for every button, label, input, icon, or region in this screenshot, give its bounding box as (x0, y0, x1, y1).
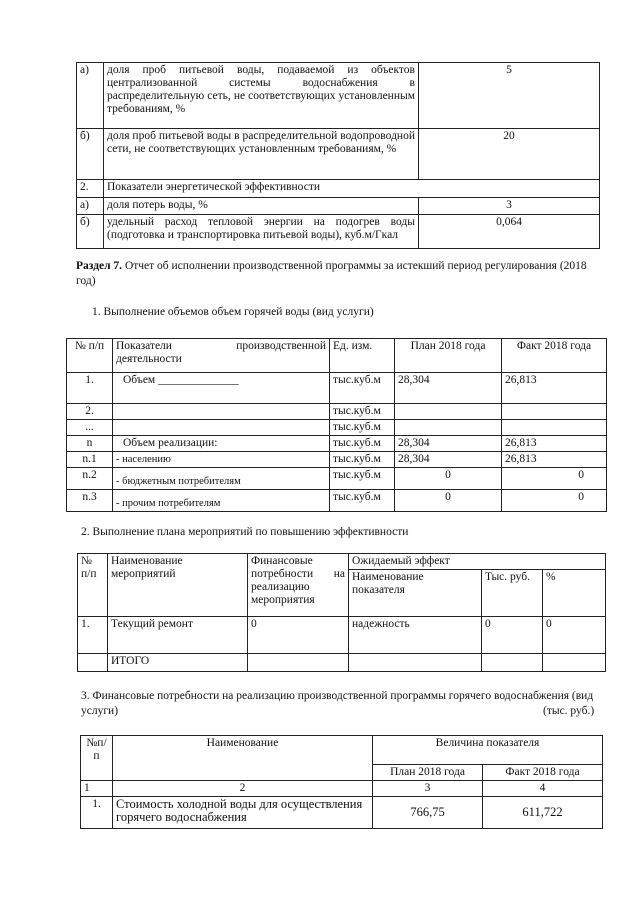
row-name: доля потерь воды, % (104, 198, 419, 215)
col-number: 2 (113, 781, 373, 797)
cell-pct (543, 654, 606, 672)
row-num: б) (77, 129, 104, 180)
table-row (67, 404, 607, 420)
cell-name: Объем реализации: (113, 436, 330, 452)
header-unit: Ед. изм. (330, 339, 395, 373)
table-row (67, 420, 607, 436)
section-title: Отчет об исполнении производственной программы за истекший период регулирования (2018 год) (76, 260, 587, 287)
row-value: 5 (419, 63, 600, 129)
header-name: Наименование мероприятий (108, 554, 248, 617)
cell-unit: тыс.куб.м (330, 436, 395, 452)
table-row (67, 468, 607, 490)
cell-num: 1. (67, 373, 113, 404)
cell-plan (395, 404, 502, 420)
cell-num: n.2 (67, 468, 113, 490)
row-value: 0,064 (419, 215, 600, 249)
cell-fact: 0 (502, 490, 607, 512)
cell-fact: 0 (502, 468, 607, 490)
header-num: № п/п (67, 339, 113, 373)
header-effect: Ожидаемый эффект (349, 554, 606, 570)
cell-plan: 28,304 (395, 373, 502, 404)
cell-unit: тыс.куб.м (330, 373, 395, 404)
unit-note: (тыс. руб.) (543, 705, 595, 717)
subsection-title: 1. Выполнение объемов объем горячей воды (вид услуги) (92, 306, 374, 318)
table-row (67, 373, 607, 404)
header-num: № п/п (78, 554, 108, 617)
row-num: б) (77, 215, 104, 249)
indicators-table (76, 62, 600, 249)
cell-pct: 0 (543, 617, 606, 654)
cell-name (113, 404, 330, 420)
cell-num: 1. (81, 797, 113, 829)
volumes-table (66, 338, 607, 512)
finance-table (80, 735, 603, 829)
header-num: №п/ п (81, 736, 113, 781)
cell-rub: 0 (482, 617, 543, 654)
row-name: доля проб питьевой воды в распределительной водопроводной сети, не соответствующих установленным требованиям, % (104, 129, 419, 180)
row-name: доля проб питьевой воды, подаваемой из объектов централизованной системы водоснабжения в распределительную сеть, не соответствующих установленным требованиям, % (104, 63, 419, 129)
cell-unit: тыс.куб.м (330, 468, 395, 490)
cell-unit: тыс.куб.м (330, 404, 395, 420)
table-row (67, 436, 607, 452)
row-value: 20 (419, 129, 600, 180)
cell-num: 1. (78, 617, 108, 654)
row-num: а) (77, 198, 104, 215)
cell-num: 2. (67, 404, 113, 420)
section-heading (76, 259, 600, 289)
table-row (67, 452, 607, 468)
row-name: Показатели энергетической эффективности (104, 180, 600, 198)
measures-table (77, 553, 606, 672)
cell-fact (502, 404, 607, 420)
cell-unit: тыс.куб.м (330, 490, 395, 512)
cell-indicator: надежность (349, 617, 482, 654)
cell-num (78, 654, 108, 672)
cell-fin (248, 654, 349, 672)
row-num: 2. (77, 180, 104, 198)
header-fact: Факт 2018 года (483, 765, 603, 781)
row-num: а) (77, 63, 104, 129)
header-rub: Тыс. руб. (482, 570, 543, 617)
header-pct: % (543, 570, 606, 617)
cell-fact: 26,813 (502, 373, 607, 404)
cell-name: - населению (113, 452, 330, 468)
table-row (78, 654, 606, 672)
header-fin: Финансовые потребности на реализацию мероприятия (248, 554, 349, 617)
table-row (78, 617, 606, 654)
subsection-title: 3. Финансовые потребности на реализацию производственной программы горячего водоснабжения (вид услуги) (81, 690, 594, 717)
cell-plan: 0 (395, 468, 502, 490)
cell-name: Стоимость холодной воды для осуществления горячего водоснабжения (113, 797, 373, 829)
cell-num: ... (67, 420, 113, 436)
header-fact: Факт 2018 года (502, 339, 607, 373)
cell-num: n.1 (67, 452, 113, 468)
cell-plan: 28,304 (395, 436, 502, 452)
header-indicator: Наименование показателя (349, 570, 482, 617)
header-plan: План 2018 года (373, 765, 483, 781)
row-value: 3 (419, 198, 600, 215)
cell-fact: 26,813 (502, 452, 607, 468)
subsection-title: 2. Выполнение плана мероприятий по повышению эффективности (81, 526, 409, 538)
table-row (67, 490, 607, 512)
cell-unit: тыс.куб.м (330, 452, 395, 468)
cell-name: Текущий ремонт (108, 617, 248, 654)
cell-indicator (349, 654, 482, 672)
header-plan: План 2018 года (395, 339, 502, 373)
cell-name: ИТОГО (108, 654, 248, 672)
cell-fact: 611,722 (483, 797, 603, 829)
header-value: Величина показателя (373, 736, 603, 765)
col-number: 3 (373, 781, 483, 797)
col-number: 1 (81, 781, 113, 797)
cell-num: n.3 (67, 490, 113, 512)
cell-name: - бюджетным потребителям (113, 468, 330, 490)
cell-name (113, 420, 330, 436)
cell-plan (395, 420, 502, 436)
cell-name: Объем ______________ (113, 373, 330, 404)
row-name: удельный расход тепловой энергии на подогрев воды (подготовка и транспортировка питьевой воды), куб.м/Гкал (104, 215, 419, 249)
cell-name: - прочим потребителям (113, 490, 330, 512)
cell-fact: 26,813 (502, 436, 607, 452)
header-name: Наименование (113, 736, 373, 781)
col-number: 4 (483, 781, 603, 797)
section-label: Раздел 7. (76, 260, 123, 272)
cell-plan: 766,75 (373, 797, 483, 829)
cell-num: n (67, 436, 113, 452)
table-row (81, 797, 603, 829)
cell-unit: тыс.куб.м (330, 420, 395, 436)
cell-plan: 0 (395, 490, 502, 512)
cell-rub (482, 654, 543, 672)
cell-plan: 28,304 (395, 452, 502, 468)
cell-fact (502, 420, 607, 436)
header-name: Показатели производственной деятельности (113, 339, 330, 373)
cell-fin: 0 (248, 617, 349, 654)
